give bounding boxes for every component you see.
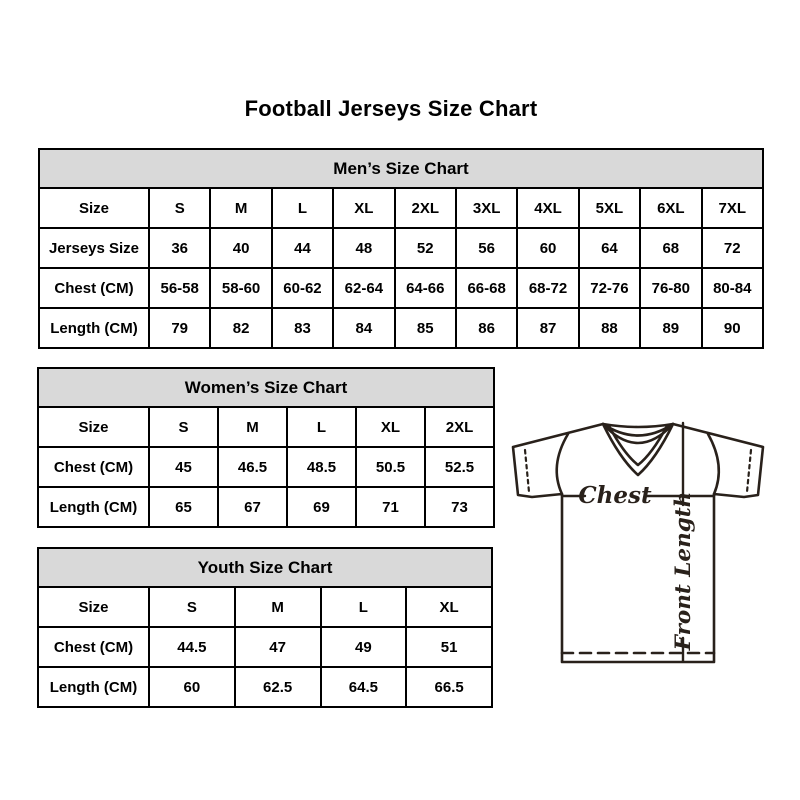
mens-cell: 80-84 xyxy=(702,268,763,308)
mens-cell: 2XL xyxy=(395,188,456,228)
youth-row-label: Length (CM) xyxy=(38,667,149,707)
womens-cell: 67 xyxy=(218,487,287,527)
mens-cell: 6XL xyxy=(640,188,701,228)
mens-row-label: Jerseys Size xyxy=(39,228,149,268)
mens-cell: L xyxy=(272,188,333,228)
mens-cell: XL xyxy=(333,188,394,228)
mens-cell: 64 xyxy=(579,228,640,268)
womens-cell: M xyxy=(218,407,287,447)
mens-cell: 62-64 xyxy=(333,268,394,308)
mens-cell: 3XL xyxy=(456,188,517,228)
mens-row-label: Chest (CM) xyxy=(39,268,149,308)
youth-cell: S xyxy=(149,587,235,627)
mens-cell: 64-66 xyxy=(395,268,456,308)
youth-size-table xyxy=(37,547,493,708)
womens-cell: 65 xyxy=(149,487,218,527)
womens-table-row xyxy=(38,487,494,527)
youth-cell: L xyxy=(321,587,407,627)
womens-cell: 73 xyxy=(425,487,494,527)
womens-cell: L xyxy=(287,407,356,447)
mens-table-row xyxy=(39,228,763,268)
mens-cell: 36 xyxy=(149,228,210,268)
mens-cell: 48 xyxy=(333,228,394,268)
mens-cell: 88 xyxy=(579,308,640,348)
womens-cell: 2XL xyxy=(425,407,494,447)
womens-cell: 52.5 xyxy=(425,447,494,487)
mens-cell: 84 xyxy=(333,308,394,348)
page-title: Football Jerseys Size Chart xyxy=(244,96,538,121)
mens-cell: 4XL xyxy=(517,188,578,228)
mens-cell: 89 xyxy=(640,308,701,348)
womens-table-title: Women’s Size Chart xyxy=(38,368,494,407)
mens-cell: 52 xyxy=(395,228,456,268)
mens-cell: 58-60 xyxy=(210,268,271,308)
youth-cell: 47 xyxy=(235,627,321,667)
womens-cell: 69 xyxy=(287,487,356,527)
front-length-measure-label: Front Length xyxy=(671,491,696,651)
mens-cell: 56-58 xyxy=(149,268,210,308)
mens-cell: 5XL xyxy=(579,188,640,228)
mens-cell: 66-68 xyxy=(456,268,517,308)
mens-cell: 79 xyxy=(149,308,210,348)
youth-cell: 60 xyxy=(149,667,235,707)
mens-table-row xyxy=(39,188,763,228)
womens-table-row xyxy=(38,407,494,447)
womens-cell: 50.5 xyxy=(356,447,425,487)
mens-cell: S xyxy=(149,188,210,228)
youth-table-row xyxy=(38,587,492,627)
youth-cell: 66.5 xyxy=(406,667,492,707)
womens-cell: XL xyxy=(356,407,425,447)
womens-row-label: Length (CM) xyxy=(38,487,149,527)
mens-cell: 40 xyxy=(210,228,271,268)
womens-size-table xyxy=(37,367,495,528)
mens-row-label: Size xyxy=(39,188,149,228)
youth-table-row xyxy=(38,667,492,707)
mens-cell: M xyxy=(210,188,271,228)
mens-cell: 82 xyxy=(210,308,271,348)
mens-table-row xyxy=(39,308,763,348)
mens-table-row xyxy=(39,268,763,308)
mens-cell: 90 xyxy=(702,308,763,348)
youth-cell: 44.5 xyxy=(149,627,235,667)
jersey-measurement-diagram xyxy=(505,415,770,670)
mens-cell: 44 xyxy=(272,228,333,268)
mens-cell: 83 xyxy=(272,308,333,348)
mens-cell: 68-72 xyxy=(517,268,578,308)
womens-cell: 48.5 xyxy=(287,447,356,487)
mens-cell: 56 xyxy=(456,228,517,268)
womens-table-row xyxy=(38,447,494,487)
youth-table-title: Youth Size Chart xyxy=(38,548,492,587)
youth-row-label: Chest (CM) xyxy=(38,627,149,667)
womens-cell: 46.5 xyxy=(218,447,287,487)
mens-cell: 87 xyxy=(517,308,578,348)
youth-cell: XL xyxy=(406,587,492,627)
youth-cell: 64.5 xyxy=(321,667,407,707)
womens-cell: S xyxy=(149,407,218,447)
mens-size-table xyxy=(38,148,764,349)
mens-cell: 60 xyxy=(517,228,578,268)
womens-cell: 45 xyxy=(149,447,218,487)
womens-row-label: Size xyxy=(38,407,149,447)
youth-row-label: Size xyxy=(38,587,149,627)
womens-cell: 71 xyxy=(356,487,425,527)
mens-row-label: Length (CM) xyxy=(39,308,149,348)
mens-cell: 76-80 xyxy=(640,268,701,308)
womens-row-label: Chest (CM) xyxy=(38,447,149,487)
youth-cell: 62.5 xyxy=(235,667,321,707)
youth-table-row xyxy=(38,627,492,667)
mens-cell: 72-76 xyxy=(579,268,640,308)
mens-cell: 60-62 xyxy=(272,268,333,308)
mens-cell: 68 xyxy=(640,228,701,268)
youth-cell: 49 xyxy=(321,627,407,667)
mens-table-title: Men’s Size Chart xyxy=(39,149,763,188)
jersey-outline xyxy=(513,424,763,662)
youth-cell: M xyxy=(235,587,321,627)
youth-cell: 51 xyxy=(406,627,492,667)
mens-cell: 86 xyxy=(456,308,517,348)
mens-cell: 7XL xyxy=(702,188,763,228)
chest-measure-label: Chest xyxy=(578,482,652,509)
mens-cell: 85 xyxy=(395,308,456,348)
mens-cell: 72 xyxy=(702,228,763,268)
